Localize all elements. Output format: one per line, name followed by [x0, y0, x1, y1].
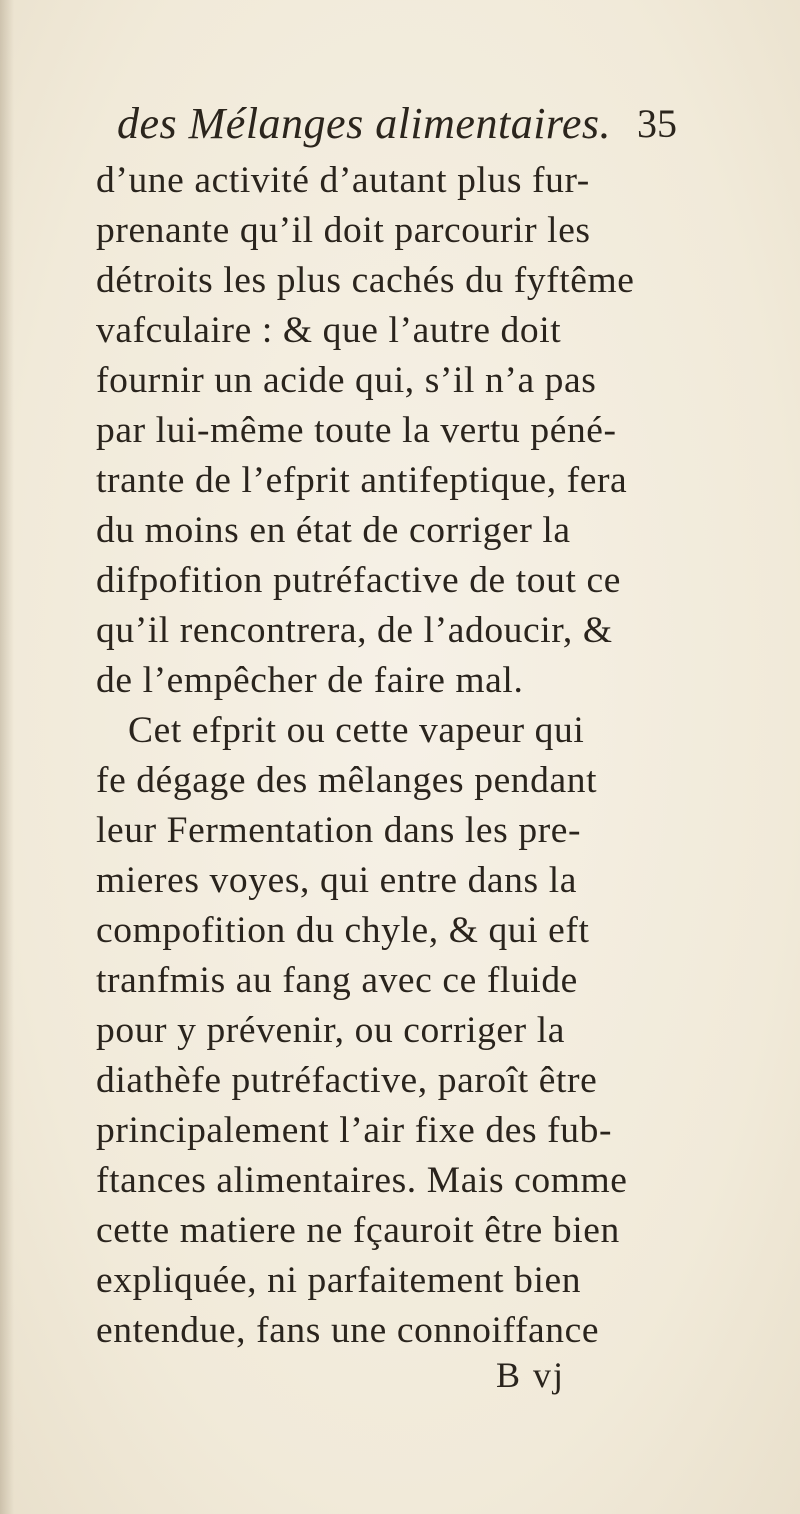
text-line: principalement l’air fixe des fub- — [96, 1110, 613, 1151]
paragraph-start-line: Cet efprit ou cette vapeur qui — [128, 710, 585, 751]
text-line: compofition du chyle, & qui eft — [96, 910, 590, 951]
text-line: vafculaire : & que l’autre doit — [96, 310, 562, 351]
text-line: qu’il rencontrera, de l’adoucir, & — [96, 610, 613, 651]
text-line: expliquée, ni parfaitement bien — [96, 1260, 582, 1301]
text-line: tranfmis au fang avec ce fluide — [96, 960, 578, 1001]
text-line: pour y prévenir, ou corriger la — [96, 1010, 566, 1051]
text-line: fournir un acide qui, s’il n’a pas — [96, 360, 597, 401]
text-line: leur Fermentation dans les pre- — [96, 810, 582, 851]
text-line: entendue, fans une connoiffance — [96, 1310, 600, 1351]
text-line: du moins en état de corriger la — [96, 510, 571, 551]
text-line: par lui-même toute la vertu péné- — [96, 410, 617, 451]
text-line: ftances alimentaires. Mais comme — [96, 1160, 628, 1201]
text-line: de l’empêcher de faire mal. — [96, 660, 524, 701]
text-line: prenante qu’il doit parcourir les — [96, 210, 591, 251]
page-header — [117, 98, 677, 158]
signature-mark: B vj — [496, 1355, 566, 1395]
page-number: 35 — [637, 101, 677, 146]
page-edge-shadow — [0, 0, 14, 1514]
text-line: d’une activité d’autant plus fur- — [96, 160, 590, 201]
text-line: trante de l’efprit antifeptique, fera — [96, 460, 628, 501]
text-line: fe dégage des mêlanges pendant — [96, 760, 598, 801]
text-line: cette matiere ne fçauroit être bien — [96, 1210, 620, 1251]
body-text — [96, 156, 686, 1356]
text-line: difpofition putréfactive de tout ce — [96, 560, 621, 601]
running-title: des Mélanges alimentaires. — [117, 99, 612, 148]
text-line: détroits les plus cachés du fyftême — [96, 260, 635, 301]
text-line: mieres voyes, qui entre dans la — [96, 860, 577, 901]
text-line: diathèfe putréfactive, paroît être — [96, 1060, 598, 1101]
